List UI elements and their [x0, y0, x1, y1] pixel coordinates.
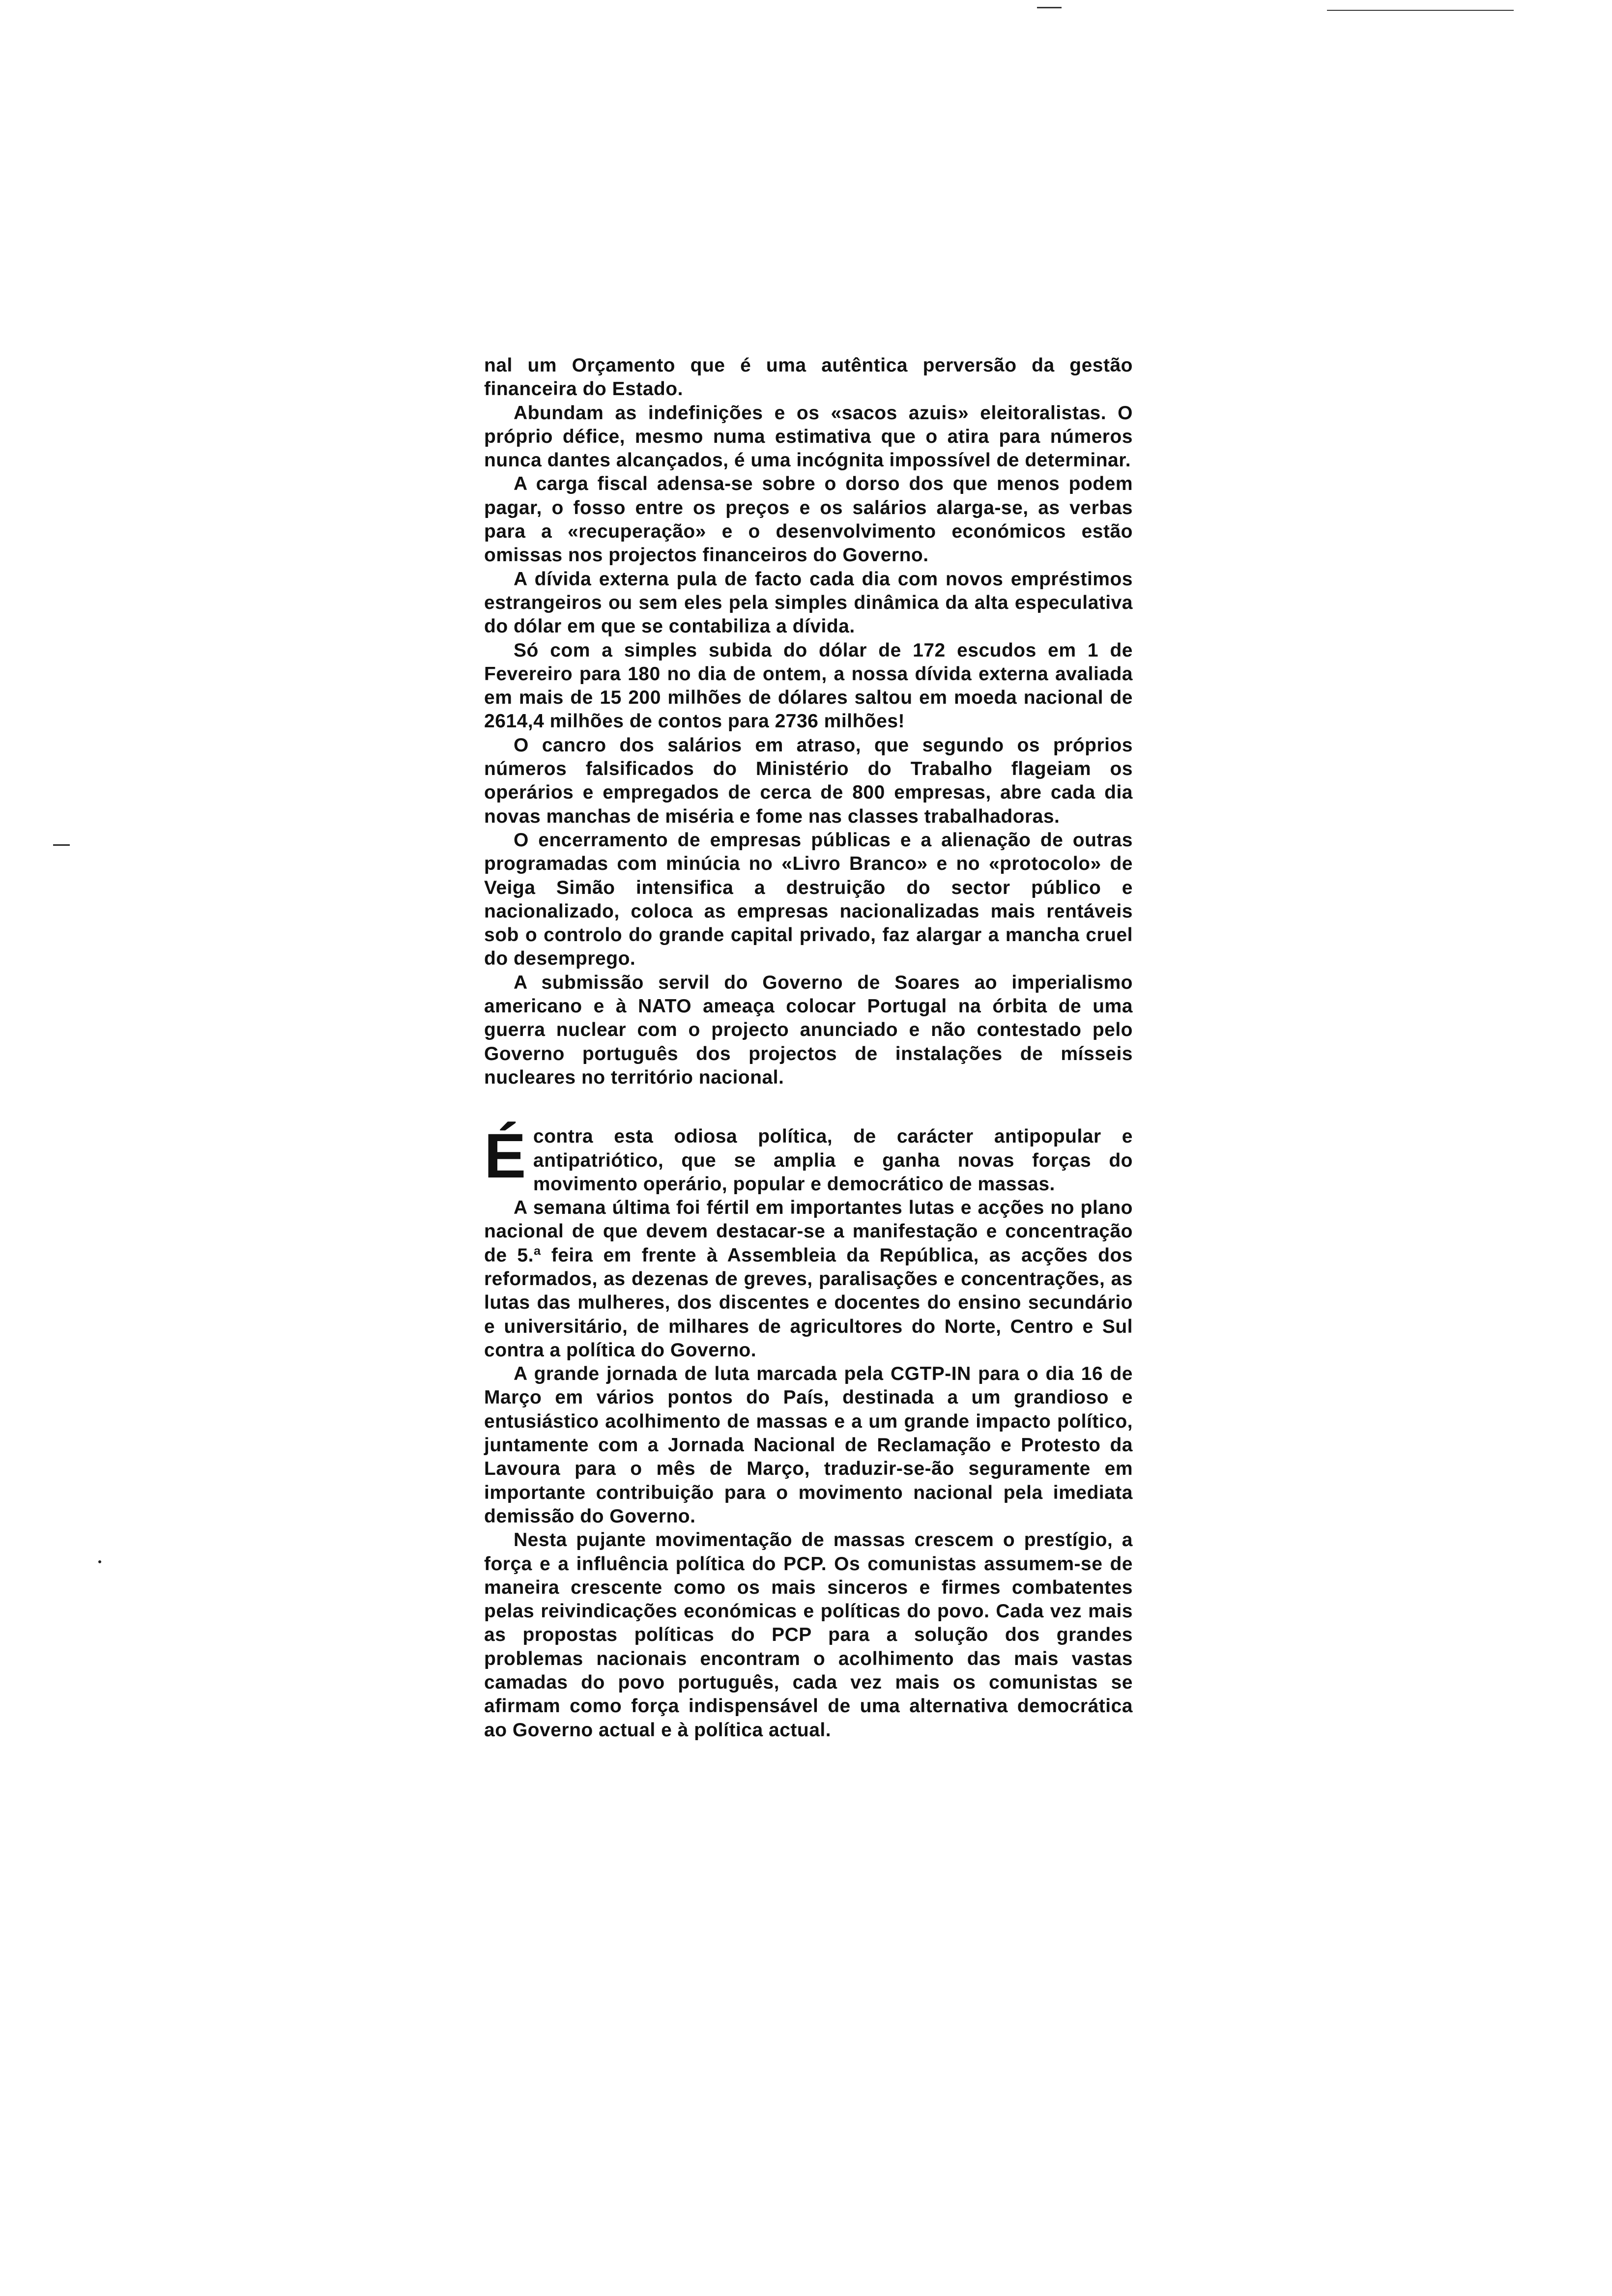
paragraph: O cancro dos salários em atraso, que segundo os próprios números falsificados do Ministério do Trabalho flageiam os operários e empregados de cerca de 800 empresas, abre cada dia novas manchas de miséria e fome nas classes trabalhadoras.	[484, 734, 1133, 827]
paragraph: A grande jornada de luta marcada pela CGTP-IN para o dia 16 de Março em vários pontos do País, destinada a um grandioso e entusiástico acolhimento de massas e a um grande impacto político, juntamente com a Jornada Nacional de Reclamação e Protesto da Lavoura para o mês de Março, traduzir-se-ão seguramente em importante contribuição para o movimento nacional pela imediata demissão do Governo.	[484, 1363, 1133, 1527]
paragraph: Nesta pujante movimentação de massas crescem o prestígio, a força e a influência política do PCP. Os comunistas assumem-se de maneira crescente como os mais sinceros e firmes combatentes pelas reivindicações económicas e políticas do povo. Cada vez mais as propostas políticas do PCP para a solução dos grandes problemas nacionais encontram o acolhimento das mais vastas camadas do povo português, cada vez mais os comunistas se afirmam como força indispensável de uma alternativa democrática ao Governo actual e à política actual.	[484, 1529, 1133, 1741]
lead-text: contra esta odiosa política, de carácter antipopular e antipatriótico, que se amplia e ganha novas forças do movimento operário, popular e democrático de massas.	[533, 1126, 1133, 1195]
paragraph: Só com a simples subida do dólar de 172 escudos em 1 de Fevereiro para 180 no dia de ontem, a nossa dívida externa avaliada em mais de 15 200 milhões de dólares saltou em moeda nacional de 2614,4 milhões de contos para 2736 milhões!	[484, 639, 1133, 732]
scan-artifact-line	[1327, 10, 1514, 11]
scan-artifact-line	[1037, 7, 1062, 8]
paragraph: A dívida externa pula de facto cada dia com novos empréstimos estrangeiros ou sem eles pela simples dinâmica da alta especulativa do dólar em que se contabiliza a dívida.	[484, 568, 1133, 637]
paragraph: O encerramento de empresas públicas e a alienação de outras programadas com minúcia no «Livro Branco» e no «protocolo» de Veiga Simão intensifica a destruição do sector público e nacionalizado, coloca as empresas nacionalizadas mais rentáveis sob o controlo do grande capital privado, faz alargar a mancha cruel do desemprego.	[484, 829, 1133, 970]
paragraph: A semana última foi fértil em importantes lutas e acções no plano nacional de que devem destacar-se a manifestação e concentração de 5.ª feira em frente à Assembleia da República, as acções dos reformados, as dezenas de greves, paralisações e concentrações, as lutas das mulheres, dos discentes e docentes do ensino secundário e universitário, de milhares de agricultores do Norte, Centro e Sul contra a política do Governo.	[484, 1197, 1133, 1361]
paragraph: nal um Orçamento que é uma autêntica perversão da gestão financeira do Estado.	[484, 355, 1133, 400]
section-gap	[484, 1090, 1133, 1125]
paragraph: A submissão servil do Governo de Soares ao imperialismo americano e à NATO ameaça colocar Portugal na órbita de uma guerra nuclear com o projecto anunciado e não contestado pelo Governo português dos projectos de instalações de mísseis nucleares no território nacional.	[484, 972, 1133, 1088]
lead-paragraph	[484, 1121, 1133, 1196]
paragraph: Abundam as indefinições e os «sacos azuis» eleitoralistas. O próprio défice, mesmo numa estimativa que o atira para números nunca dantes alcançados, é uma incógnita impossível de determinar.	[484, 402, 1133, 471]
margin-mark	[98, 1560, 101, 1563]
dropcap: É	[484, 1121, 526, 1192]
article-column	[484, 354, 1133, 1742]
margin-mark	[53, 844, 70, 846]
paragraph: A carga fiscal adensa-se sobre o dorso dos que menos podem pagar, o fosso entre os preços e os salários alarga-se, as verbas para a «recuperação» e o desenvolvimento económicos estão omissas nos projectos financeiros do Governo.	[484, 473, 1133, 566]
